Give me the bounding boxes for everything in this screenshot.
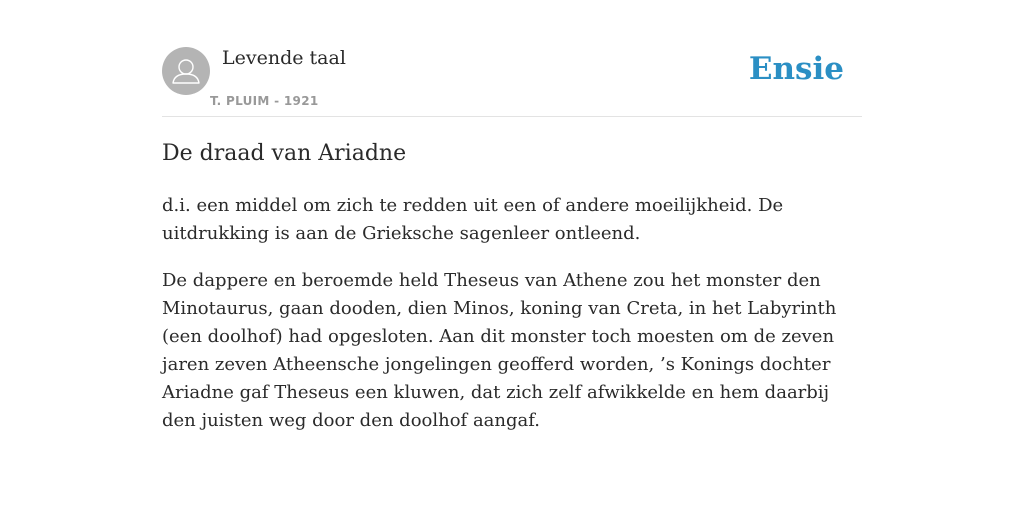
- entry-paragraph: De dappere en beroemde held Theseus van Athene zou het monster den Minotaurus, gaan dooden, dien Minos, koning van Creta, in het Labyrinth (een doolhof) had opgesloten. Aan dit monster toch moesten om de zeven jaren zeven Atheensche jongelingen geofferd worden, ’s Konings dochter Ariadne gaf Theseus een kluwen, dat zich zelf afwikkelde en hem daarbij den juisten weg door den doolhof aangaf.: [162, 270, 837, 431]
- user-icon: [162, 47, 210, 95]
- author-line[interactable]: T. PLUIM - 1921: [210, 94, 319, 108]
- entry-title: De draad van Ariadne: [162, 141, 407, 166]
- book-title[interactable]: Levende taal: [222, 47, 346, 69]
- entry-body: [162, 192, 862, 454]
- author-avatar: [162, 47, 210, 95]
- brand-logo[interactable]: Ensie: [748, 51, 844, 87]
- header: [162, 46, 862, 117]
- entry-paragraph: d.i. een middel om zich te redden uit een of andere moeilijkheid. De uitdrukking is aan de Grieksche sagenleer ontleend.: [162, 195, 784, 244]
